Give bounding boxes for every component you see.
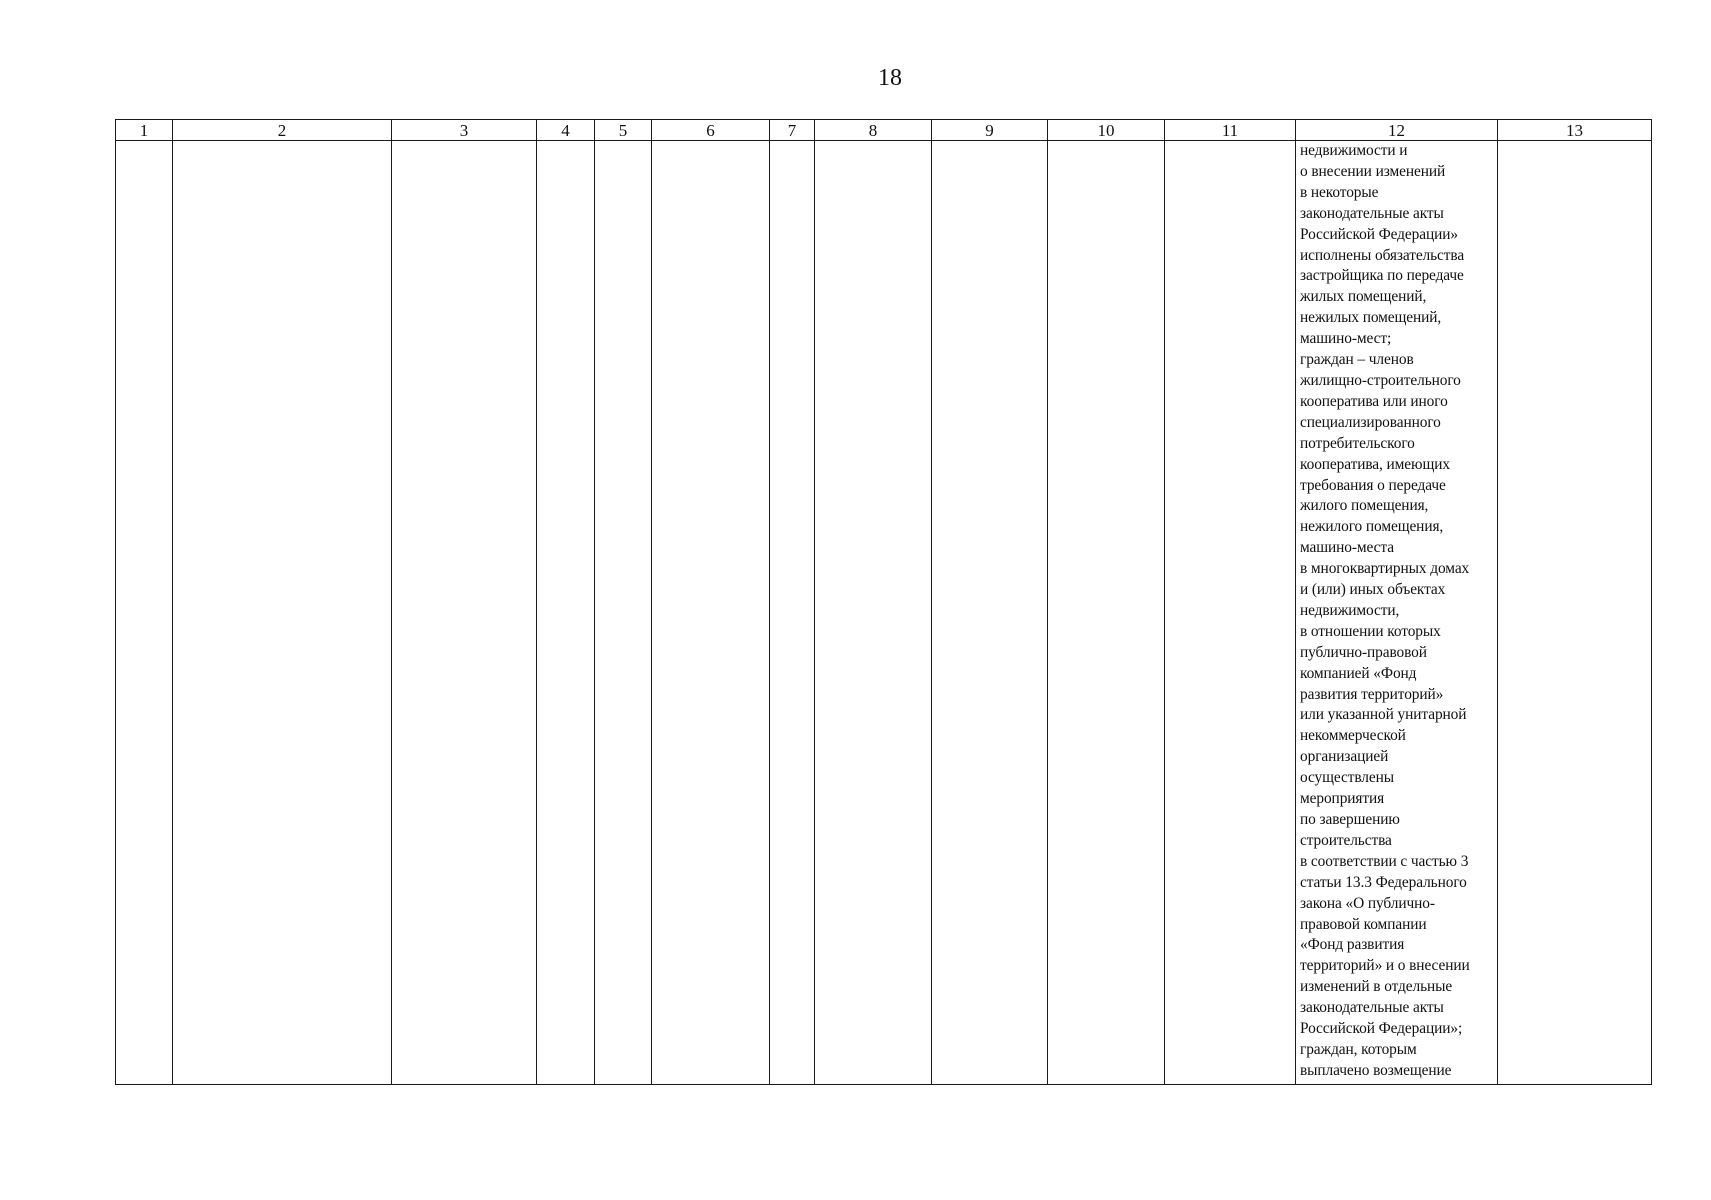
data-table [115, 119, 1652, 1085]
text-line: нежилых помещений, [1300, 309, 1442, 327]
text-line: осуществлены [1300, 769, 1394, 787]
text-line: нежилого помещения, [1300, 518, 1444, 536]
column-header-7: 7 [770, 120, 815, 141]
column-header-1: 1 [116, 120, 173, 141]
text-line: жилых помещений, [1300, 288, 1427, 306]
text-line: граждан, которым [1300, 1040, 1417, 1058]
text-line: развития территорий» [1300, 685, 1444, 703]
text-line: машино-мест; [1300, 330, 1392, 348]
text-line: правовой компании [1300, 915, 1427, 933]
text-line: некоммерческой [1300, 727, 1406, 745]
column-header-4: 4 [537, 120, 595, 141]
text-line: законодательные акты [1300, 204, 1444, 222]
text-line: или указанной унитарной [1300, 706, 1467, 724]
text-line: кооператива, имеющих [1300, 455, 1450, 473]
text-line: исполнены обязательства [1300, 246, 1465, 264]
text-line: требования о передаче [1300, 476, 1446, 494]
column-header-6: 6 [652, 120, 770, 141]
text-line: кооператива или иного [1300, 392, 1448, 410]
text-line: Российской Федерации» [1300, 225, 1458, 243]
text-line: специализированного [1300, 413, 1441, 431]
text-line: публично-правовой [1300, 643, 1427, 661]
text-line: граждан – членов [1300, 351, 1414, 369]
text-line: в соответствии с частью 3 [1300, 852, 1469, 870]
text-line: компанией «Фонд [1300, 664, 1417, 682]
column-header-5: 5 [595, 120, 652, 141]
text-line: «Фонд развития [1300, 936, 1405, 954]
cell-col-1 [116, 141, 173, 1085]
column-header-11: 11 [1165, 120, 1296, 141]
cell-col-8 [815, 141, 932, 1085]
column-header-3: 3 [392, 120, 537, 141]
cell-col-7 [770, 141, 815, 1085]
text-line: выплачено возмещение [1300, 1061, 1452, 1079]
text-line: в многоквартирных домах [1300, 560, 1470, 578]
text-line: и (или) иных объектах [1300, 581, 1446, 599]
column-header-8: 8 [815, 120, 932, 141]
cell-col-5 [595, 141, 652, 1085]
text-line: строительства [1300, 831, 1392, 849]
cell-col-3 [392, 141, 537, 1085]
text-line: недвижимости, [1300, 601, 1400, 619]
column-header-9: 9 [932, 120, 1048, 141]
text-line: территорий» и о внесении [1300, 957, 1470, 975]
cell-col-13 [1498, 141, 1652, 1085]
cell-col-12 [1296, 141, 1498, 1085]
text-line: законодательные акты [1300, 999, 1444, 1017]
text-line: недвижимости и [1300, 142, 1408, 159]
text-line: в отношении которых [1300, 622, 1441, 640]
text-line: Российской Федерации»; [1300, 1020, 1463, 1038]
cell-col-9 [932, 141, 1048, 1085]
cell-col-6 [652, 141, 770, 1085]
text-line: жилищно-строительного [1300, 371, 1461, 389]
text-line: организацией [1300, 748, 1389, 766]
text-line: застройщика по передаче [1300, 267, 1464, 285]
text-line: закона «О публично- [1300, 894, 1435, 912]
text-line: мероприятия [1300, 790, 1385, 808]
text-line: машино-места [1300, 539, 1394, 557]
column-header-10: 10 [1048, 120, 1165, 141]
cell-col-4 [537, 141, 595, 1085]
text-line: в некоторые [1300, 183, 1379, 201]
column-header-12: 12 [1296, 120, 1498, 141]
text-line: изменений в отдельные [1300, 978, 1453, 996]
page-number: 18 [878, 65, 902, 91]
column-header-13: 13 [1498, 120, 1652, 141]
cell-col-11 [1165, 141, 1296, 1085]
table-container [115, 119, 1652, 1085]
cell-col-2 [173, 141, 392, 1085]
column-header-2: 2 [173, 120, 392, 141]
cell-col-10 [1048, 141, 1165, 1085]
table-row [116, 141, 1652, 1085]
header-row [116, 120, 1652, 141]
text-line: о внесении изменений [1300, 162, 1446, 180]
text-line: по завершению [1300, 811, 1400, 828]
text-line: статьи 13.3 Федерального [1300, 873, 1467, 891]
column-12-text [1296, 141, 1497, 1082]
text-line: жилого помещения, [1300, 497, 1429, 515]
text-line: потребительского [1300, 434, 1415, 452]
